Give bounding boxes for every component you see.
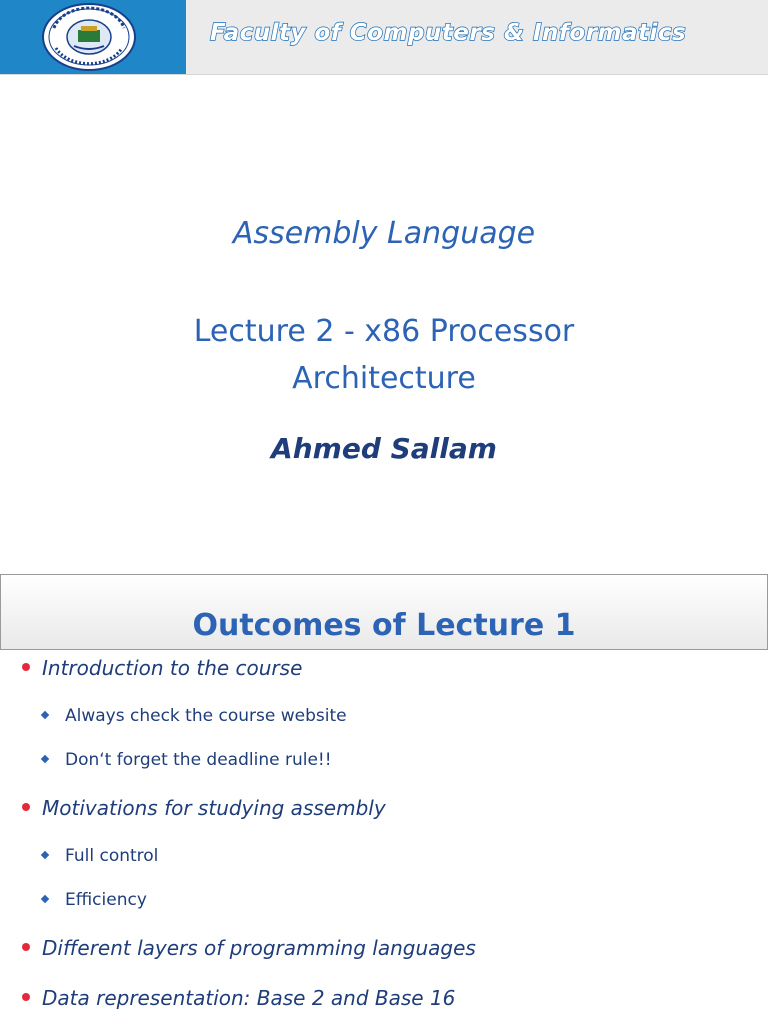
lecture-title-line1: Lecture 2 - x86 Processor	[193, 314, 575, 349]
lecture-title	[0, 308, 768, 402]
diamond-bullet-icon	[41, 755, 49, 763]
sub-list-item-text: Always check the course website	[65, 706, 347, 726]
university-logo-icon	[40, 2, 138, 72]
diamond-bullet-icon	[41, 895, 49, 903]
bullet-icon	[22, 803, 30, 811]
header-bar	[0, 0, 768, 75]
bullet-icon	[22, 943, 30, 951]
bullet-icon	[22, 993, 30, 1001]
logo-block	[0, 0, 186, 74]
sub-list-item-text: Don‘t forget the deadline rule!!	[65, 750, 332, 770]
sub-list-item-text: Efficiency	[65, 890, 147, 910]
outcomes-title: Outcomes of Lecture 1	[192, 608, 576, 643]
list-item-text: Introduction to the course	[42, 656, 303, 680]
diamond-bullet-icon	[41, 851, 49, 859]
diamond-bullet-icon	[41, 711, 49, 719]
outcomes-slide	[0, 574, 768, 1024]
list-item-text: Data representation: Base 2 and Base 16	[42, 986, 456, 1010]
course-title: Assembly Language	[232, 216, 536, 251]
sub-list-item-text: Full control	[65, 846, 159, 866]
author-name: Ahmed Sallam	[271, 432, 497, 465]
list-item-text: Motivations for studying assembly	[42, 796, 386, 820]
faculty-title: Faculty of Computers & Informatics	[210, 20, 687, 46]
lecture-title-line2: Architecture	[292, 361, 476, 396]
bullet-icon	[22, 663, 30, 671]
list-item-text: Different layers of programming languages	[42, 936, 476, 960]
